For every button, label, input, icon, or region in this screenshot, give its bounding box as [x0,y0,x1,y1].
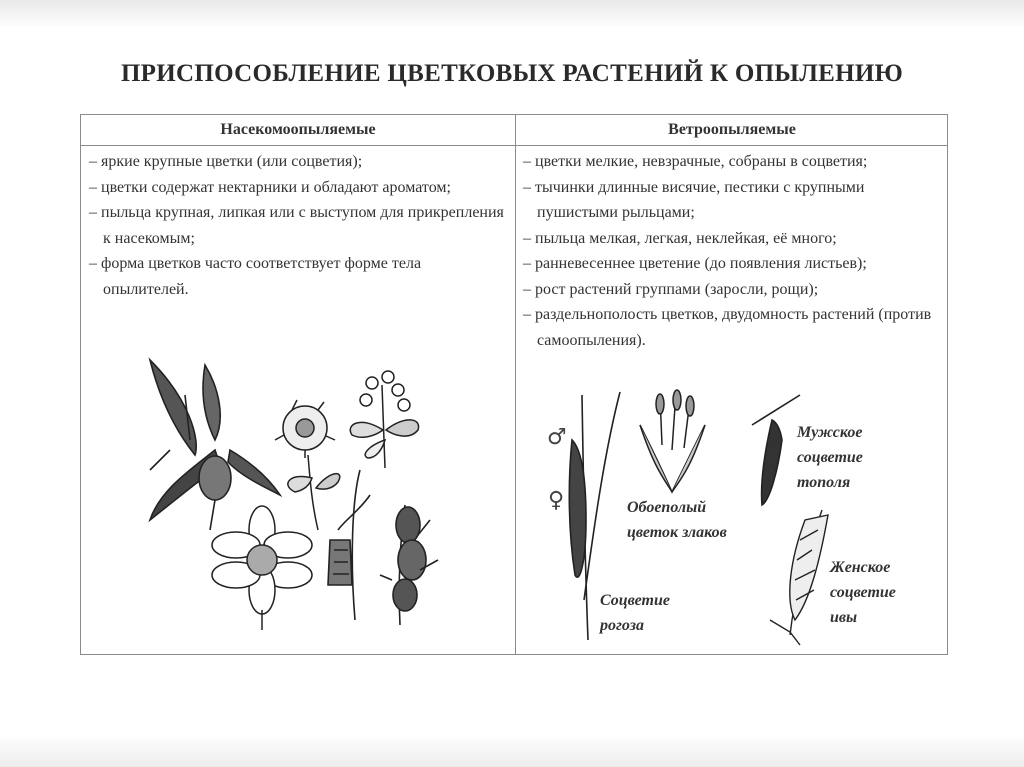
list-item: – ранневесеннее цветение (до появления листьев); [523,251,943,277]
list-item: – форма цветков часто соответствует форме тела опылителей. [89,251,509,302]
list-item: – раздельнополость цветков, двудомность растений (против самоопыления). [523,302,943,353]
list-item: – тычинки длинные висячие, пестики с крупными пушистыми рыльцами; [523,175,943,226]
wind-pollinated-list [523,149,943,353]
male-symbol: ♂ [547,425,567,450]
cattail-caption: Соцветие рогоза [600,592,670,634]
column-divider [515,115,516,654]
header-insect-pollinated: Насекомоопыляемые [220,121,376,138]
page-title: ПРИСПОСОБЛЕНИЕ ЦВЕТКОВЫХ РАСТЕНИЙ К ОПЫЛЕНИЮ [120,60,904,87]
list-item: – яркие крупные цветки (или соцветия); [89,149,509,175]
insect-pollinated-list [89,149,509,302]
grass-flower-caption: Обоеполый цветок злаков [627,499,727,541]
slide-bottom-shadow [0,735,1024,767]
list-item: – цветки мелкие, невзрачные, собраны в соцветия; [523,149,943,175]
list-item: – пыльца крупная, липкая или с выступом для прикрепления к насекомым; [89,200,509,251]
female-symbol: ♀ [548,488,565,513]
header-wind-pollinated: Ветроопыляемые [668,121,796,138]
willow-caption: Женское соцветие ивы [830,559,896,626]
header-divider [81,145,947,146]
list-item: – рост растений группами (заросли, рощи); [523,277,943,303]
list-item: – пыльца мелкая, легкая, неклейкая, её много; [523,226,943,252]
poplar-caption: Мужское соцветие тополя [797,424,863,491]
slide-top-shadow [0,0,1024,28]
comparison-table [80,114,948,655]
list-item: – цветки содержат нектарники и обладают ароматом; [89,175,509,201]
